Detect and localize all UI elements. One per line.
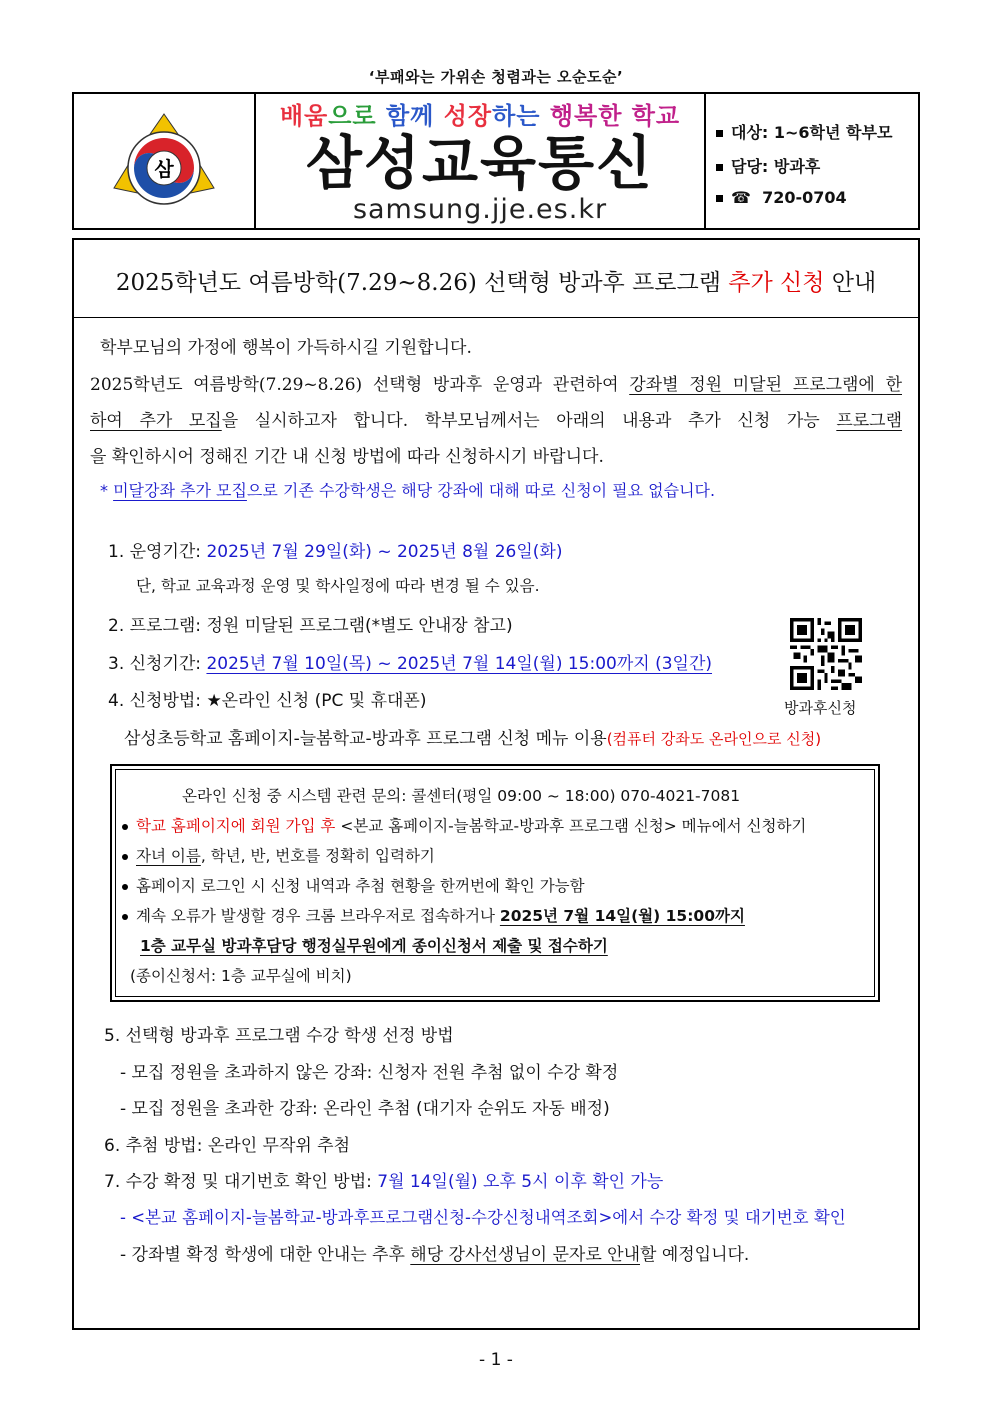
info-phone-text: 720-0704 <box>762 188 847 207</box>
item-3-value: 2025년 7월 10일(목) ~ 2025년 7월 14일(월) 15:00까지 (3일간) <box>206 654 713 674</box>
emblem-char: 삼 <box>154 157 174 181</box>
note-underline: 미달강좌 추가 모집 <box>113 481 247 500</box>
box-bullet-4 <box>122 904 745 926</box>
qr-caption: 방과후신청 <box>784 699 857 717</box>
box-bullet-2 <box>122 844 435 866</box>
bullet-icon <box>122 824 128 830</box>
box-bullet-1 <box>122 814 806 836</box>
bullet-icon <box>122 884 128 890</box>
motto: ‘부패와는 가위손 청렴과는 오순도순’ <box>368 68 624 86</box>
phone-icon: ☎ <box>731 188 751 207</box>
box-bullet-4-deadline: 2025년 7월 14일(월) 15:00까지 <box>499 907 745 925</box>
greeting: 학부모님의 가정에 행복이 가득하시길 기원합니다. <box>100 338 472 358</box>
info-charge-text: 담당: 방과후 <box>731 157 821 176</box>
intro-underline: 강좌별 정원 미달된 프로그램에 한 <box>629 375 902 395</box>
school-slogan <box>256 96 704 131</box>
slogan-part: 행복한 학교 <box>549 102 681 130</box>
item-7b-underline: 해당 강사선생님이 문자로 안내 <box>410 1245 640 1265</box>
item-1-sub: 단, 학교 교육과정 운영 및 학사일정에 따라 변경 될 수 있음. <box>136 577 540 595</box>
title-text: 2025학년도 여름방학(7.29~8.26) 선택형 방과후 프로그램 <box>115 270 729 296</box>
intro-text: 을 실시하고자 합니다. 학부모님께서는 아래의 내용과 추가 신청 가능 <box>221 411 837 431</box>
box-bullet-4-text: 계속 오류가 발생할 경우 크롬 브라우저로 접속하거나 <box>136 907 500 925</box>
school-url[interactable]: samsung.jje.es.kr <box>352 194 608 225</box>
item-4: 4. 신청방법: ★온라인 신청 (PC 및 휴대폰) <box>108 691 427 711</box>
qr-code-icon[interactable] <box>790 618 862 690</box>
item-7 <box>104 1167 663 1192</box>
item-3 <box>108 649 712 674</box>
intro-line-1 <box>90 370 902 395</box>
item-7-value: 7월 14일(월) 오후 5시 이후 확인 가능 <box>377 1172 664 1192</box>
info-charge <box>716 154 820 177</box>
item-7b-text-end: 할 예정입니다. <box>640 1245 750 1265</box>
notice-title-bar <box>74 240 918 318</box>
box-bullet-1-highlight: 학교 홈페이지에 회원 가입 후 <box>136 817 336 835</box>
item-7b-text: - 강좌별 확정 학생에 대한 안내는 추후 <box>120 1245 411 1265</box>
title-text-end: 안내 <box>824 270 877 296</box>
info-phone <box>716 188 847 207</box>
box-bullet-3-text: 홈페이지 로그인 시 신청 내역과 추첨 현황을 한꺼번에 확인 가능함 <box>136 877 585 895</box>
slogan-part: 배움 <box>279 102 329 130</box>
item-6: 6. 추첨 방법: 온라인 무작위 추첨 <box>104 1136 351 1156</box>
newsletter-header <box>72 92 920 230</box>
bullet-icon <box>122 854 128 860</box>
box-bullet-1-text: <본교 홈페이지-늘봄학교-방과후 프로그램 신청> 메뉴에서 신청하기 <box>335 817 807 835</box>
slogan-part: 하는 <box>492 102 550 130</box>
box-bullet-2-text: , 학년, 반, 번호를 정확히 입력하기 <box>200 847 435 865</box>
item-5a: - 모집 정원을 초과하지 않은 강좌: 신청자 전원 추첨 없이 수강 확정 <box>120 1063 619 1083</box>
header-divider <box>704 94 706 228</box>
item-7a: - <본교 홈페이지-늘봄학교-방과후프로그램신청-수강신청내역조회>에서 수강 확정 및 대기번호 확인 <box>120 1208 846 1227</box>
item-1 <box>108 537 562 562</box>
item-7b <box>120 1240 749 1265</box>
item-3-label: 3. 신청기간: <box>108 654 207 674</box>
box-bullet-2-underline: 자녀 이름 <box>136 847 201 865</box>
page-number: - 1 - <box>479 1350 513 1370</box>
info-target <box>716 120 892 143</box>
item-4-sub-note: (컴퓨터 강좌도 온라인으로 신청) <box>606 730 822 748</box>
box-bullet-4-cont-text: 1층 교무실 방과후담당 행정실무원에게 종이신청서 제출 및 접수하기 <box>140 937 608 955</box>
square-bullet-icon <box>716 130 723 137</box>
bullet-icon <box>122 914 128 920</box>
item-1-label: 1. 운영기간: <box>108 542 207 562</box>
box-heading: 온라인 신청 중 시스템 관련 문의: 콜센터(평일 09:00 ~ 18:00) 070-4021-7081 <box>182 787 741 805</box>
square-bullet-icon <box>716 164 723 171</box>
square-bullet-icon <box>716 195 723 202</box>
online-inquiry-box-inner <box>115 769 875 997</box>
item-4-sub <box>124 724 821 749</box>
item-4-sub-text: 삼성초등학교 홈페이지-늘봄학교-방과후 프로그램 신청 메뉴 이용 <box>124 729 607 749</box>
box-bullet-3 <box>122 874 585 896</box>
item-7-label: 7. 수강 확정 및 대기번호 확인 방법: <box>104 1172 378 1192</box>
newsletter-title: 삼성교육통신 <box>305 129 655 197</box>
box-paper-note: (종이신청서: 1층 교무실에 비치) <box>130 967 352 985</box>
item-1-value: 2025년 7월 29일(화) ~ 2025년 8월 26일(화) <box>206 542 563 562</box>
item-5b: - 모집 정원을 초과한 강좌: 온라인 추첨 (대기자 순위도 자동 배정) <box>120 1099 610 1119</box>
slogan-part: 으로 <box>328 102 386 130</box>
title-highlight: 추가 신청 <box>728 270 825 296</box>
online-inquiry-box <box>110 764 880 1002</box>
slogan-part: 함께 <box>385 102 444 130</box>
intro-underline: 하여 추가 모집 <box>90 411 222 431</box>
item-5: 5. 선택형 방과후 프로그램 수강 학생 선정 방법 <box>104 1026 454 1046</box>
notice-title <box>74 264 918 297</box>
school-emblem-icon <box>108 108 220 214</box>
note-line <box>100 478 715 501</box>
intro-text: 2025학년도 여름방학(7.29~8.26) 선택형 방과후 운영과 관련하여 <box>90 375 630 395</box>
box-bullet-4-cont <box>140 934 608 956</box>
intro-line-3: 을 확인하시어 정해진 기간 내 신청 방법에 따라 신청하시기 바랍니다. <box>90 447 604 467</box>
intro-line-2 <box>90 406 902 431</box>
note-text: 으로 기존 수강학생은 해당 강좌에 대해 따로 신청이 필요 없습니다. <box>246 481 716 500</box>
info-target-text: 대상: 1~6학년 학부모 <box>731 123 893 142</box>
slogan-part: 성장 <box>443 102 493 130</box>
item-2: 2. 프로그램: 정원 미달된 프로그램(*별도 안내장 참고) <box>108 616 513 636</box>
intro-underline: 프로그램 <box>836 411 903 431</box>
note-asterisk: * <box>100 481 114 500</box>
